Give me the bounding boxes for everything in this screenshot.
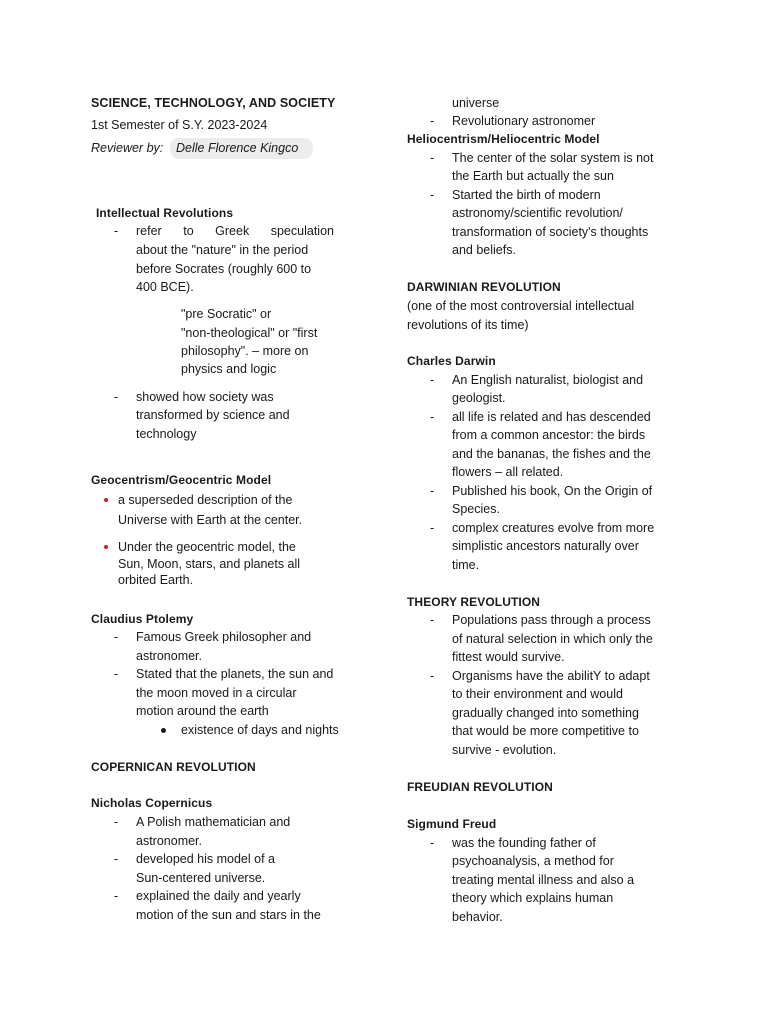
bullet-dash: - — [114, 224, 119, 238]
word: refer — [136, 224, 162, 238]
list-item-line: the moon moved in a circular — [136, 686, 297, 700]
bullet-dash: - — [430, 521, 435, 535]
list-item-line: and beliefs. — [452, 243, 516, 257]
ptolemy-heading: Claudius Ptolemy — [91, 612, 194, 626]
list-item-line: complex creatures evolve from more — [452, 521, 655, 535]
list-item-line: Under the geocentric model, the — [118, 540, 296, 554]
list-item-line: 400 BCE). — [136, 280, 194, 294]
freudian-heading: FREUDIAN REVOLUTION — [407, 780, 553, 794]
list-item-line: Species. — [452, 502, 500, 516]
darwinian-heading: DARWINIAN REVOLUTION — [407, 280, 561, 294]
list-item-line: Universe with Earth at the center. — [118, 513, 303, 527]
copernicus-heading: Nicholas Copernicus — [91, 796, 213, 810]
list-item-line: Revolutionary astronomer — [452, 114, 596, 128]
bullet-dot — [104, 498, 108, 502]
bullet-dash: - — [114, 815, 119, 829]
bullet-dash: - — [114, 667, 119, 681]
note-line: revolutions of its time) — [407, 318, 529, 332]
quote-line: philosophy". – more on — [181, 344, 309, 358]
list-item-line: developed his model of a — [136, 852, 275, 866]
list-item-line: survive - evolution. — [452, 743, 557, 757]
list-item-line: theory which explains human — [452, 891, 614, 905]
heliocentrism-heading: Heliocentrism/Heliocentric Model — [407, 132, 600, 146]
list-item-line: before Socrates (roughly 600 to — [136, 262, 312, 276]
page-title: SCIENCE, TECHNOLOGY, AND SOCIETY — [91, 96, 336, 110]
note-line: (one of the most controversial intellectual — [407, 299, 635, 313]
list-item-line: Sun, Moon, stars, and planets all — [118, 557, 301, 571]
list-item-line: orbited Earth. — [118, 573, 194, 587]
list-item-line: An English naturalist, biologist and — [452, 373, 644, 387]
semester-line: 1st Semester of S.Y. 2023-2024 — [91, 118, 268, 132]
list-item-line: gradually changed into something — [452, 706, 639, 720]
darwin-heading: Charles Darwin — [407, 354, 496, 368]
list-item-line: A Polish mathematician and — [136, 815, 291, 829]
quote-line: physics and logic — [181, 362, 277, 376]
reviewer-name: Delle Florence Kingco — [176, 141, 299, 155]
bullet-dash: - — [114, 390, 119, 404]
list-item-line: explained the daily and yearly — [136, 889, 301, 903]
sub-bullet-dot — [161, 728, 166, 733]
list-item-line: transformation of society's thoughts — [452, 225, 649, 239]
list-item-line: from a common ancestor: the birds — [452, 428, 646, 442]
word: to — [183, 224, 194, 238]
list-item-line: The center of the solar system is not — [452, 151, 654, 165]
bullet-dash: - — [114, 889, 119, 903]
bullet-dash: - — [430, 613, 435, 627]
reviewer-label: Reviewer by: — [91, 141, 164, 155]
bullet-dash: - — [430, 669, 435, 683]
list-item-line: Organisms have the abilitY to adapt — [452, 669, 650, 683]
list-item-line: fittest would survive. — [452, 650, 565, 664]
list-item-line: astronomer. — [136, 649, 203, 663]
word: speculation — [270, 224, 334, 238]
list-item-line: universe — [452, 96, 500, 110]
list-item-line: geologist. — [452, 391, 506, 405]
intellectual-heading: Intellectual Revolutions — [96, 206, 234, 220]
list-item-line: and the bananas, the fishes and the — [452, 447, 651, 461]
list-item-line: Published his book, On the Origin of — [452, 484, 653, 498]
list-item-line: Sun-centered universe. — [136, 871, 266, 885]
list-item-line: Famous Greek philosopher and — [136, 630, 312, 644]
list-item-line: of natural selection in which only the — [452, 632, 653, 646]
list-item-line: motion of the sun and stars in the — [136, 908, 321, 922]
freud-heading: Sigmund Freud — [407, 817, 497, 831]
list-item-line: to their environment and would — [452, 687, 623, 701]
list-item-line: Started the birth of modern — [452, 188, 601, 202]
list-item-line: motion around the earth — [136, 704, 269, 718]
list-item-line: time. — [452, 558, 480, 572]
bullet-dash: - — [430, 484, 435, 498]
list-item — [136, 222, 334, 241]
list-item-line: all life is related and has descended — [452, 410, 651, 424]
bullet-dash: - — [430, 373, 435, 387]
list-item-line: showed how society was — [136, 390, 274, 404]
bullet-dot — [104, 545, 108, 549]
sub-item: existence of days and nights — [181, 723, 339, 737]
bullet-dash: - — [114, 630, 119, 644]
list-item-line: that would be more competitive to — [452, 724, 639, 738]
bullet-dash: - — [114, 852, 119, 866]
list-item-line: was the founding father of — [452, 836, 596, 850]
bullet-dash: - — [430, 188, 435, 202]
quote-line: "non-theological" or "first — [181, 326, 318, 340]
list-item-line: astronomy/scientific revolution/ — [452, 206, 623, 220]
word: Greek — [215, 224, 250, 238]
bullet-dash: - — [430, 410, 435, 424]
geocentrism-heading: Geocentrism/Geocentric Model — [91, 473, 272, 487]
list-item-line: about the "nature" in the period — [136, 243, 309, 257]
list-item-line: Stated that the planets, the sun and — [136, 667, 334, 681]
list-item-line: behavior. — [452, 910, 503, 924]
copernican-heading: COPERNICAN REVOLUTION — [91, 760, 256, 774]
quote-line: "pre Socratic" or — [181, 307, 272, 321]
list-item-line: Populations pass through a process — [452, 613, 651, 627]
theory-heading: THEORY REVOLUTION — [407, 595, 541, 609]
list-item-line: a superseded description of the — [118, 493, 293, 507]
list-item-line: simplistic ancestors naturally over — [452, 539, 639, 553]
list-item-line: psychoanalysis, a method for — [452, 854, 614, 868]
list-item-line: astronomer. — [136, 834, 203, 848]
list-item-line: technology — [136, 427, 197, 441]
list-item-line: treating mental illness and also a — [452, 873, 635, 887]
list-item-line: the Earth but actually the sun — [452, 169, 614, 183]
bullet-dash: - — [430, 114, 435, 128]
list-item-line: flowers – all related. — [452, 465, 564, 479]
bullet-dash: - — [430, 151, 435, 165]
bullet-dash: - — [430, 836, 435, 850]
list-item-line: transformed by science and — [136, 408, 290, 422]
